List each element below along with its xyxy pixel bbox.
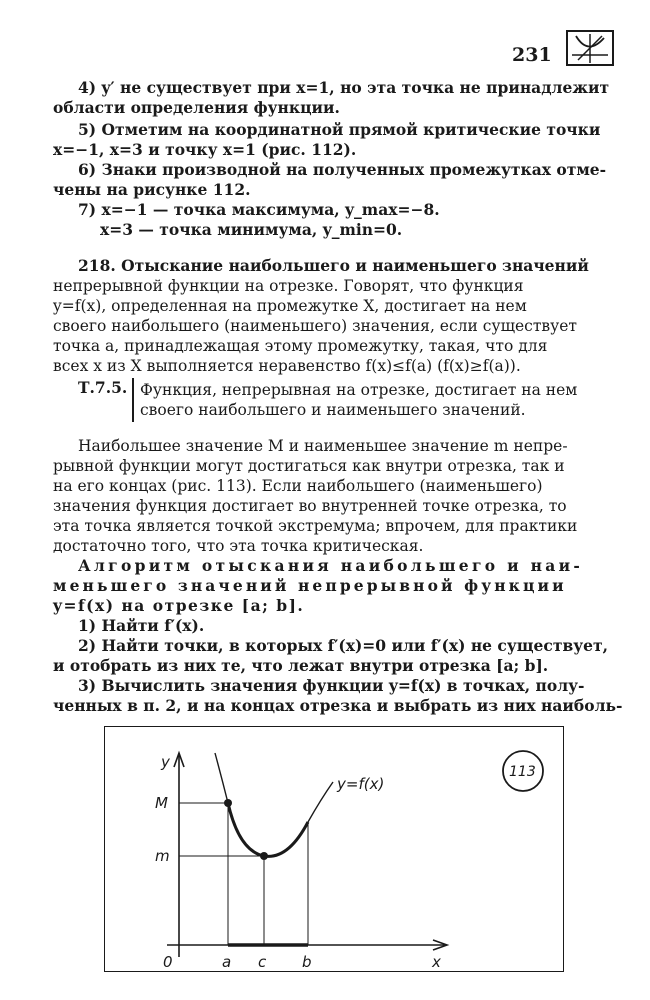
a-label: a [222,953,232,971]
text-line: 5) Отметим на координатной прямой критические точки [78,120,601,139]
algorithm-heading: y=f(x) на отрезке [a; b]. [53,596,305,615]
text-line: рывной функции могут достигаться как внутри отрезка, так и [53,457,565,475]
text-line: Наибольшее значение M и наименьшее значение m непре- [78,437,568,455]
algorithm-step: ченных в п. 2, и на концах отрезка и выбрать из них наиболь- [53,696,623,715]
figure-number: 113 [509,764,536,780]
max-value-label: M [155,794,168,812]
function-curve-segment [228,803,308,856]
text-line: области определения функции. [53,98,340,117]
page-number: 231 [512,44,552,66]
text-line: 4) y′ не существует при x=1, но эта точка не принадлежит [78,78,610,97]
algorithm-step: и отобрать из них те, что лежат внутри отрезка [a; b]. [53,656,549,675]
min-point [260,852,268,860]
section-heading: 218. Отыскание наибольшего и наименьшего значений [78,256,589,275]
text-line: всех x из X выполняется неравенство f(x)≤f(a) (f(x)≥f(a)). [53,357,521,375]
algorithm-heading: меньшего значений непрерывной функции [53,576,567,595]
max-point [224,799,232,807]
y-axis-label: y [161,753,170,771]
chapter-graph-icon [566,30,614,66]
algorithm-heading: Алгоритм отыскания наибольшего и наи- [78,556,584,575]
theorem-text: Функция, непрерывная на отрезке, достигает на нем [140,381,578,399]
text-line: x=3 — точка минимума, y_min=0. [100,220,403,239]
theorem-label: Т.7.5. [78,378,128,397]
text-line: 7) x=−1 — точка максимума, y_max=−8. [78,200,440,219]
theorem-text: своего наибольшего и наименьшего значений. [140,401,526,419]
text-line: своего наибольшего (наименьшего) значения, если существует [53,317,577,335]
text-line: 6) Знаки производной на полученных промежутках отме- [78,160,607,179]
text-line: достаточно того, что эта точка критическая. [53,537,424,555]
text-line: на его концах (рис. 113). Если наибольшего (наименьшего) [53,477,543,495]
text-line: эта точка является точкой экстремума; впрочем, для практики [53,517,578,535]
algorithm-step: 2) Найти точки, в которых f′(x)=0 или f′(x) не существует, [78,636,609,655]
text-line: чены на рисунке 112. [53,180,251,199]
text-line: непрерывной функции на отрезке. Говорят, что функция [53,277,524,295]
theorem-bar [132,378,134,422]
text-line: значения функция достигает во внутренней точке отрезка, то [53,497,567,515]
algorithm-step: 1) Найти f′(x). [78,616,205,635]
function-curve-outer [308,782,333,822]
origin-label: 0 [163,953,173,971]
text-line: y=f(x), определенная на промежутке X, достигает на нем [53,297,527,315]
c-label: c [258,953,267,971]
algorithm-step: 3) Вычислить значения функции y=f(x) в точках, полу- [78,676,585,695]
function-curve-outer [215,753,228,803]
curve-label: y=f(x) [337,775,385,793]
figure-113 [104,726,564,972]
b-label: b [302,953,312,971]
text-line: x=−1, x=3 и точку x=1 (рис. 112). [53,140,357,159]
text-line: точка a, принадлежащая этому промежутку, такая, что для [53,337,548,355]
min-value-label: m [155,847,170,865]
x-axis-label: x [432,953,441,971]
